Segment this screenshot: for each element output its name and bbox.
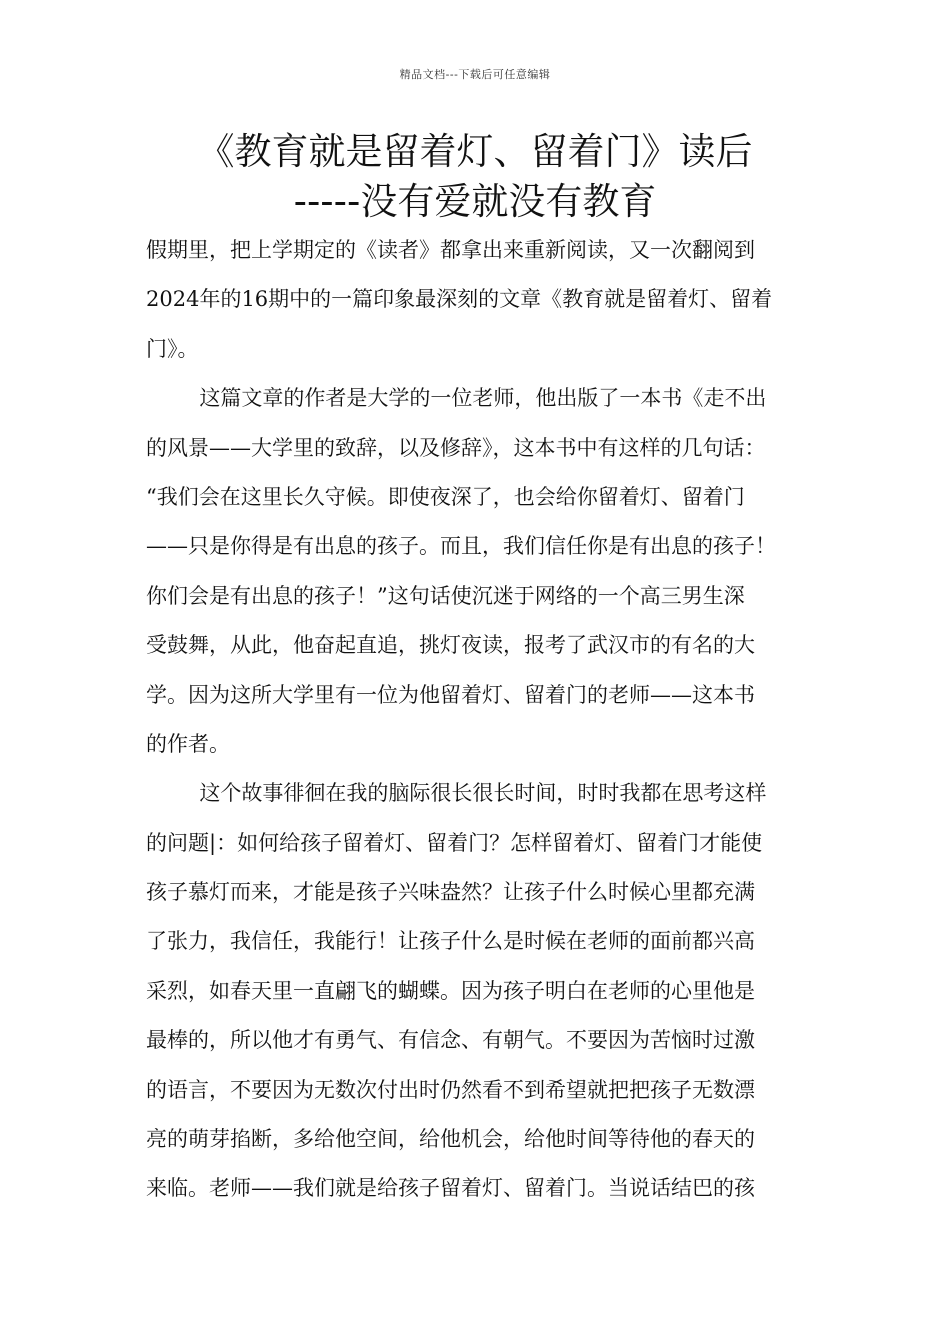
title-line-1: 《教育就是留着灯、留着门》读后 xyxy=(197,130,753,173)
text-line: 孩子慕灯而来，才能是孩子兴味盎然？让孩子什么时候心里都充满 xyxy=(146,880,755,905)
text-line: 你们会是有出息的孩子！”这句话使沉迷于网络的一个高三男生深 xyxy=(146,583,745,608)
text-line: 最棒的，所以他才有勇气、有信念、有朝气。不要因为苦恼时过激 xyxy=(146,1028,755,1053)
text-line: 采烈，如春天里一直翩飞的蝴蝶。因为孩子明白在老师的心里他是 xyxy=(146,978,755,1003)
text-line: 了张力，我信任，我能行！让孩子什么是时候在老师的面前都兴高 xyxy=(146,929,755,954)
header-note: 精品文档---下载后可任意编辑 xyxy=(399,68,551,81)
text-line: 门》。 xyxy=(146,336,199,361)
text-line: “我们会在这里长久守候。即使夜深了，也会给你留着灯、留着门 xyxy=(146,484,745,509)
text-line: 的语言，不要因为无数次付出时仍然看不到希望就把把孩子无数漂 xyxy=(146,1077,755,1102)
text-line: 亮的萌芽掐断，多给他空间，给他机会，给他时间等待他的春天的 xyxy=(146,1127,755,1152)
title-line-2: -----没有爱就没有教育 xyxy=(293,180,657,223)
text-line: 假期里，把上学期定的《读者》都拿出来重新阅读，又一次翻阅到 xyxy=(146,238,755,262)
text-line: 的作者。 xyxy=(146,731,230,756)
text-line: ——只是你得是有出息的孩子。而且，我们信任你是有出息的孩子！ xyxy=(146,534,776,559)
text-line: 学。因为这所大学里有一位为他留着灯、留着门的老师——这本书 xyxy=(146,682,755,707)
text-line: 这篇文章的作者是大学的一位老师，他出版了一本书《走不出 xyxy=(146,386,767,411)
text-line: 的风景——大学里的致辞，以及修辞》，这本书中有这样的几句话： xyxy=(146,435,766,460)
text-line: 这个故事徘徊在我的脑际很长很长时间，时时我都在思考这样 xyxy=(146,781,767,806)
text-line: 的问题|：如何给孩子留着灯、留着门？怎样留着灯、留着门才能使 xyxy=(146,830,763,855)
article-body xyxy=(146,226,808,1214)
text-line: 受鼓舞，从此，他奋起直追，挑灯夜读，报考了武汉市的有名的大 xyxy=(146,633,755,658)
text-line: 2024年的16期中的一篇印象最深刻的文章《教育就是留着灯、留着 xyxy=(146,287,773,312)
text-line: 来临。老师——我们就是给孩子留着灯、留着门。当说话结巴的孩 xyxy=(146,1176,755,1201)
